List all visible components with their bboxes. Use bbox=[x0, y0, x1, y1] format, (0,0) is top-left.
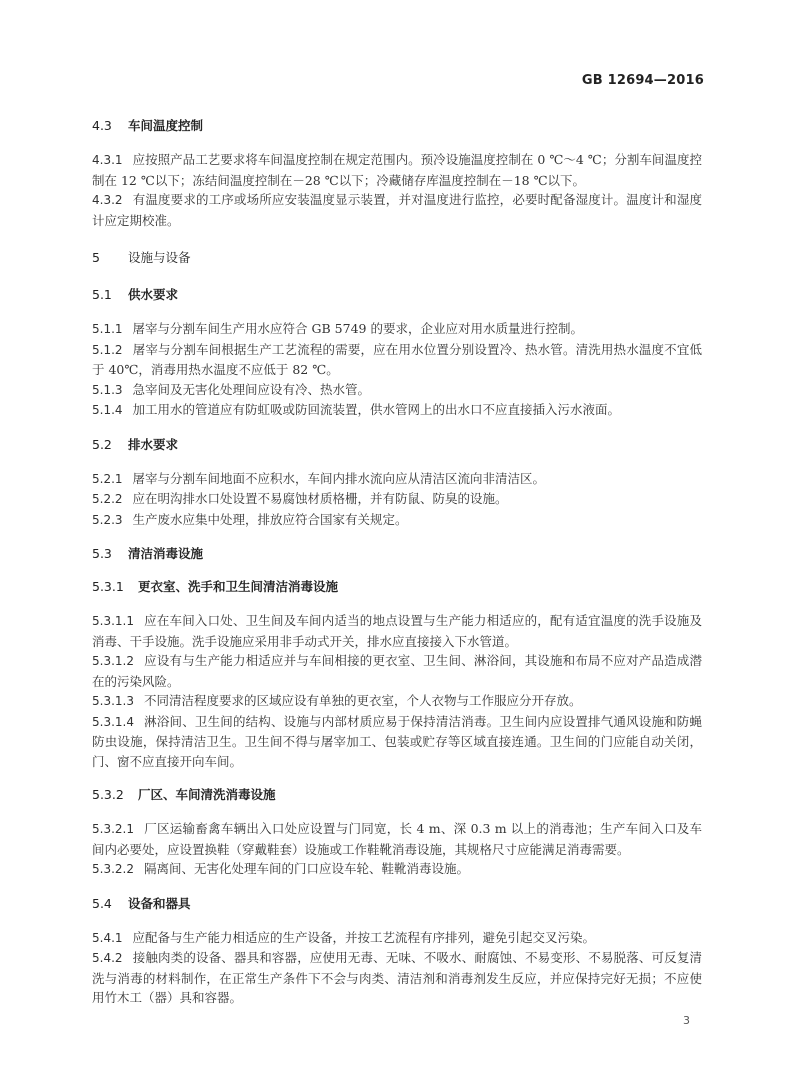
spacer bbox=[92, 804, 702, 819]
heading-text: 厂区、车间清洗消毒设施 bbox=[138, 787, 276, 802]
clause-paragraph bbox=[92, 150, 702, 190]
clause-number: 5.2.2 bbox=[92, 492, 123, 506]
spacer bbox=[92, 530, 702, 545]
standard-code: GB 12694—2016 bbox=[581, 73, 704, 88]
clause-number: 4.3.1 bbox=[92, 153, 123, 167]
heading-text: 车间温度控制 bbox=[128, 118, 204, 133]
spacer bbox=[92, 421, 702, 436]
clause-number: 5.3.1.4 bbox=[92, 714, 134, 729]
clause-text: 急宰间及无害化处理间应设有冷、热水管。 bbox=[132, 381, 371, 397]
clause-text: 厂区运输畜禽车辆出入口处应设置与门同宽，长 4 m、深 0.3 m 以上的消毒池；生产车间入口及车间内必要处，应设置换鞋（穿戴鞋套）设施或工作鞋靴消毒设施，其规格尺寸应能满足消毒需要。 bbox=[92, 821, 702, 857]
clause-text: 加工用水的管道应有防虹吸或防回流装置，供水管网上的出水口不应直接插入污水液面。 bbox=[132, 402, 621, 417]
clause-text: 屠宰与分割车间生产用水应符合 GB 5749 的要求，企业应对用水质量进行控制。 bbox=[132, 321, 583, 336]
clause-text: 应在车间入口处、卫生间及车间内适当的地点设置与生产能力相适应的，配有适宜温度的洗手设施及消毒、干手设施。洗手设施应采用非手动式开关，排水应直接接入下水管道。 bbox=[92, 613, 702, 649]
clause-paragraph bbox=[92, 469, 702, 490]
section-heading bbox=[92, 786, 702, 804]
clause-paragraph bbox=[92, 340, 702, 380]
clause-number: 5.1.2 bbox=[92, 342, 123, 357]
clause-number: 5.4.2 bbox=[92, 951, 123, 965]
clause-paragraph bbox=[92, 859, 702, 880]
section-heading bbox=[92, 286, 702, 304]
clause-text: 淋浴间、卫生间的结构、设施与内部材质应易于保持清洁消毒。卫生间内应设置排气通风设施和防蝇防虫设施，保持清洁卫生。卫生间不得与屠宰加工、包装或贮存等区域直接连通。卫生间的门应能自动关闭，门、窗不应直接开向车间。 bbox=[92, 713, 702, 769]
section-heading bbox=[92, 895, 702, 913]
clause-text: 隔离间、无害化处理车间的门口应设车轮、鞋靴消毒设施。 bbox=[143, 861, 469, 876]
clause-number: 5.2 bbox=[92, 436, 112, 452]
clause-number: 5.1 bbox=[92, 287, 112, 302]
spacer bbox=[92, 880, 702, 895]
clause-number: 5.3.1.1 bbox=[92, 614, 134, 628]
clause-text: 不同清洁程度要求的区域应设有单独的更衣室，个人衣物与工作服应分开存放。 bbox=[143, 693, 582, 708]
clause-paragraph bbox=[92, 819, 702, 859]
clause-number: 5.3.1.2 bbox=[92, 654, 134, 668]
spacer bbox=[92, 563, 702, 578]
clause-paragraph bbox=[92, 190, 702, 230]
clause-paragraph bbox=[92, 948, 702, 1008]
clause-paragraph bbox=[92, 400, 702, 421]
clause-paragraph bbox=[92, 611, 702, 651]
clause-number: 5.3.2.2 bbox=[92, 862, 134, 876]
spacer bbox=[92, 913, 702, 928]
clause-text: 生产废水应集中处理，排放应符合国家有关规定。 bbox=[132, 511, 408, 527]
heading-text: 更衣室、洗手和卫生间清洁消毒设施 bbox=[138, 579, 339, 594]
clause-number: 5.2.1 bbox=[92, 471, 123, 486]
clause-number: 5.1.1 bbox=[92, 322, 123, 336]
clause-text: 应按照产品工艺要求将车间温度控制在规定范围内。预冷设施温度控制在 0 ℃～4 ℃；分割车间温度控制在 12 ℃以下；冻结间温度控制在－28 ℃以下；冷藏储存库温度控制在－18 ℃以下。 bbox=[92, 152, 702, 188]
spacer bbox=[92, 304, 702, 319]
heading-text: 供水要求 bbox=[128, 287, 179, 302]
section-heading bbox=[92, 545, 702, 563]
clause-number: 5.4.1 bbox=[92, 930, 123, 945]
heading-text: 排水要求 bbox=[128, 436, 179, 452]
clause-number: 5.3.2 bbox=[92, 787, 124, 802]
spacer bbox=[92, 454, 702, 469]
spacer bbox=[92, 267, 702, 286]
heading-text: 设施与设备 bbox=[128, 250, 191, 265]
clause-paragraph bbox=[92, 691, 702, 712]
clause-text: 屠宰与分割车间根据生产工艺流程的需要，应在用水位置分别设置冷、热水管。清洗用热水温度不宜低于 40℃，消毒用热水温度不应低于 82 ℃。 bbox=[92, 341, 702, 377]
section-heading bbox=[92, 117, 702, 135]
clause-paragraph bbox=[92, 928, 702, 949]
clause-paragraph bbox=[92, 380, 702, 401]
spacer bbox=[92, 596, 702, 611]
clause-text: 应在明沟排水口处设置不易腐蚀材质格栅，并有防鼠、防臭的设施。 bbox=[132, 491, 508, 506]
clause-number: 5.3.1.3 bbox=[92, 694, 134, 708]
clause-text: 应配备与生产能力相适应的生产设备，并按工艺流程有序排列，避免引起交叉污染。 bbox=[132, 929, 596, 945]
clause-number: 5.2.3 bbox=[92, 512, 123, 527]
heading-text: 清洁消毒设施 bbox=[128, 546, 204, 561]
clause-paragraph bbox=[92, 712, 702, 772]
spacer bbox=[92, 135, 702, 150]
clause-paragraph bbox=[92, 489, 702, 510]
page-number: 3 bbox=[683, 1014, 690, 1027]
clause-number: 5.3.1 bbox=[92, 579, 124, 594]
spacer bbox=[92, 230, 702, 249]
clause-number: 5.1.4 bbox=[92, 403, 123, 417]
clause-number: 5 bbox=[92, 250, 100, 265]
heading-text: 设备和器具 bbox=[128, 895, 191, 911]
clause-number: 5.3.2.1 bbox=[92, 822, 134, 836]
clause-text: 有温度要求的工序或场所应安装温度显示装置，并对温度进行监控，必要时配备湿度计。温度计和湿度计应定期校准。 bbox=[92, 192, 702, 228]
clause-number: 5.4 bbox=[92, 895, 112, 911]
clause-number: 4.3.2 bbox=[92, 193, 123, 207]
clause-text: 接触肉类的设备、器具和容器，应使用无毒、无味、不吸水、耐腐蚀、不易变形、不易脱落、可反复清洗与消毒的材料制作，在正常生产条件下不会与肉类、清洁剂和消毒剂发生反应，并应保持完好无损；不应使用竹木工（器）具和容器。 bbox=[92, 950, 702, 1005]
section-heading bbox=[92, 436, 702, 454]
clause-number: 5.1.3 bbox=[92, 382, 123, 397]
document-body bbox=[92, 117, 702, 1008]
spacer bbox=[92, 771, 702, 786]
clause-paragraph bbox=[92, 510, 702, 531]
clause-text: 屠宰与分割车间地面不应积水，车间内排水流向应从清洁区流向非清洁区。 bbox=[132, 470, 546, 486]
clause-number: 4.3 bbox=[92, 118, 112, 133]
section-heading bbox=[92, 578, 702, 596]
section-heading bbox=[92, 249, 702, 267]
clause-number: 5.3 bbox=[92, 546, 112, 561]
clause-text: 应设有与生产能力相适应并与车间相接的更衣室、卫生间、淋浴间，其设施和布局不应对产品造成潜在的污染风险。 bbox=[92, 653, 702, 689]
clause-paragraph bbox=[92, 319, 702, 340]
clause-paragraph bbox=[92, 651, 702, 691]
